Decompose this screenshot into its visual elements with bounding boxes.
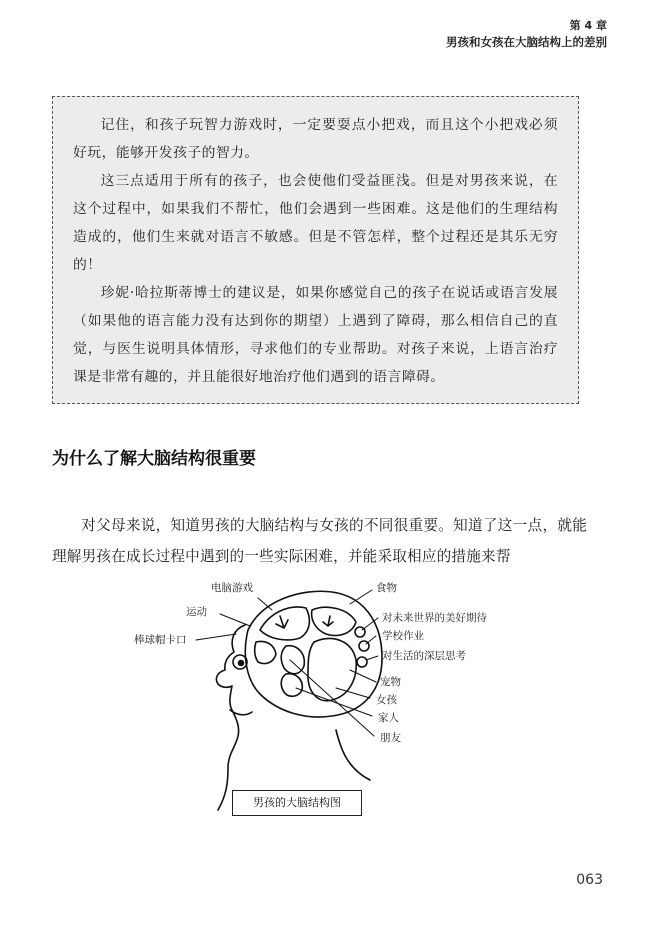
callout-paragraph-3: 珍妮·哈拉斯蒂博士的建议是，如果你感觉自己的孩子在说话或语言发展（如果他的语言能力没有达到你的期望）上遇到了障碍，那么相信自己的直觉，与医生说明具体情形，寻求他们的专业帮助。对孩子来说，上语言治疗课是非常有趣的，并且能很好地治疗他们遇到的语言障碍。 xyxy=(73,285,558,385)
label-food: 食物 xyxy=(376,582,397,594)
label-pets: 宠物 xyxy=(380,676,401,688)
label-computer-games: 电脑游戏 xyxy=(211,582,253,594)
label-deep-thinking: 对生活的深层思考 xyxy=(382,650,466,662)
running-header xyxy=(446,17,607,51)
label-family: 家人 xyxy=(378,712,399,724)
figure-caption: 男孩的大脑结构图 xyxy=(232,790,362,816)
label-future-hopes: 对未来世界的美好期待 xyxy=(382,612,487,624)
label-sports: 运动 xyxy=(186,606,207,618)
label-girls: 女孩 xyxy=(376,694,397,706)
label-baseball-cards: 棒球帽卡口 xyxy=(134,634,187,646)
chapter-number: 第 4 章 xyxy=(569,19,607,32)
boy-brain-diagram xyxy=(100,570,540,830)
body-paragraph: 对父母来说，知道男孩的大脑结构与女孩的不同很重要。知道了这一点，就能理解男孩在成长过程中遇到的一些实际困难，并能采取相应的措施来帮 xyxy=(52,517,587,565)
tip-callout-box xyxy=(52,96,579,404)
callout-paragraph-1: 记住，和孩子玩智力游戏时，一定要耍点小把戏，而且这个小把戏必须好玩，能够开发孩子的智力。 xyxy=(73,117,558,161)
callout-paragraph-2: 这三点适用于所有的孩子，也会使他们受益匪浅。但是对男孩来说，在这个过程中，如果我们不帮忙，他们会遇到一些困难。这是他们的生理结构造成的，他们生来就对语言不敏感。但是不管怎样，整个过程还是其乐无穷的！ xyxy=(73,173,558,273)
label-homework: 学校作业 xyxy=(382,630,424,642)
chapter-title: 男孩和女孩在大脑结构上的差别 xyxy=(446,35,607,49)
section-heading: 为什么了解大脑结构很重要 xyxy=(52,449,256,469)
page-number: 063 xyxy=(576,872,603,888)
label-friends: 朋友 xyxy=(380,732,401,744)
